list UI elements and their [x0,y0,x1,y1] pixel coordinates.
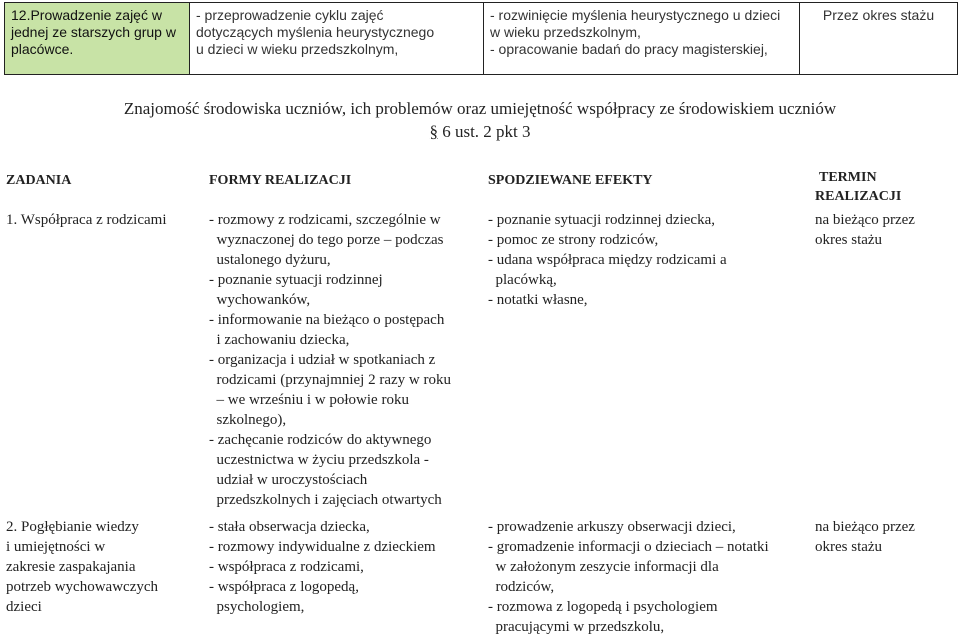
row2-task-line: dzieci [6,599,42,615]
row1-forms [209,210,451,510]
row2-forms-line: - stała obserwacja dziecka, [209,519,370,535]
row1-task-line: 1. Współpraca z rodzicami [6,212,167,228]
previous-task-row [4,2,958,75]
top-forms-cell [190,3,484,75]
row2-effects-line: - rozmowa z logopedą i psychologiem [488,599,718,615]
row2-term [815,517,915,557]
top-forms-line: - przeprowadzenie cyklu zajęć [196,7,384,23]
row1-forms-line: - organizacja i udział w spotkaniach z [209,352,436,368]
row2-effects [488,517,769,637]
row1-effects-line: - udana współpraca między rodzicami a [488,252,727,268]
top-term-line: Przez okres stażu [822,7,935,23]
row1-forms-line: udział w uroczystościach [209,472,368,488]
row1-forms-line: – we wrześniu i w połowie roku [209,392,409,408]
row2-effects-line: rodziców, [488,579,555,595]
top-task-line: jednej ze starszych grup w [11,24,176,40]
top-effects-line: - rozwinięcie myślenia heurystycznego u dzieci [490,7,781,23]
row2-task-line: i umiejętności w [6,539,106,555]
header-formy: FORMY REALIZACJI [209,173,352,188]
top-term-cell [800,3,958,75]
top-task-cell [5,3,190,75]
top-task-line: 12.Prowadzenie zajęć w [11,7,162,23]
section-title: Znajomość środowiska uczniów, ich problemów oraz umiejętność współpracy ze środowiskiem uczniów [123,99,837,118]
row2-effects-line: w założonym zeszycie informacji dla [488,559,719,575]
row2-forms-line: - współpraca z logopedą, [209,579,359,595]
row1-forms-line: - informowanie na bieżąco o postępach [209,312,445,328]
top-forms-line: u dzieci w wieku przedszkolnym, [196,41,399,57]
row2-forms-line: psychologiem, [209,599,305,615]
row1-effects-line: placówką, [488,272,557,288]
section-marker: § [429,122,438,141]
row1-term-line: na bieżąco przez [815,212,915,228]
section-reference [0,122,960,142]
header-efekty: SPODZIEWANE EFEKTY [488,173,653,188]
row1-forms-line: szkolnego), [209,412,287,428]
row2-forms-line: - współpraca z rodzicami, [209,559,364,575]
row1-forms-line: przedszkolnych i zajęciach otwartych [209,492,442,508]
section-reference-text: 6 ust. 2 pkt 3 [442,122,531,141]
row2-term-line: okres stażu [815,539,883,555]
row1-forms-line: i zachowaniu dziecka, [209,332,350,348]
row1-forms-line: wychowanków, [209,292,311,308]
top-effects-cell [484,3,800,75]
row1-effects-line: - notatki własne, [488,292,588,308]
row2-task-line: potrzeb wychowawczych [6,579,159,595]
row1-effects-line: - poznanie sytuacji rodzinnej dziecka, [488,212,715,228]
row1-effects [488,210,727,310]
row1-task [6,210,167,230]
row2-effects-line: pracującymi w przedszkolu, [488,619,665,635]
row2-forms-line: - rozmowy indywidualne z dzieckiem [209,539,436,555]
row2-term-line: na bieżąco przez [815,519,915,535]
row2-task-line: 2. Pogłębianie wiedzy [6,519,139,535]
row1-forms-line: ustalonego dyżuru, [209,252,331,268]
header-termin-line1: TERMIN [819,170,877,185]
row1-forms-line: - rozmowy z rodzicami, szczególnie w [209,212,441,228]
row2-task [6,517,158,617]
row1-forms-line: wyznaczonej do tego porze – podczas [209,232,444,248]
header-termin-line2: REALIZACJI [815,189,902,204]
top-effects-line: w wieku przedszkolnym, [490,24,641,40]
top-task-line: placówce. [11,41,74,57]
top-forms-line: dotyczących myślenia heurystycznego [196,24,435,40]
row1-forms-line: uczestnictwa w życiu przedszkola - [209,452,429,468]
row1-term-line: okres stażu [815,232,883,248]
row1-forms-line: - poznanie sytuacji rodzinnej [209,272,383,288]
row1-forms-line: rodzicami (przynajmniej 2 razy w roku [209,372,451,388]
row1-term [815,210,915,250]
row2-task-line: zakresie zaspakajania [6,559,136,575]
row1-forms-line: - zachęcanie rodziców do aktywnego [209,432,432,448]
row2-effects-line: - gromadzenie informacji o dzieciach – notatki [488,539,769,555]
top-effects-line: - opracowanie badań do pracy magisterskiej, [490,41,768,57]
row1-effects-line: - pomoc ze strony rodziców, [488,232,659,248]
header-termin [815,168,901,206]
row2-forms [209,517,436,617]
header-zadania: ZADANIA [6,173,72,188]
row2-effects-line: - prowadzenie arkuszy obserwacji dzieci, [488,519,736,535]
